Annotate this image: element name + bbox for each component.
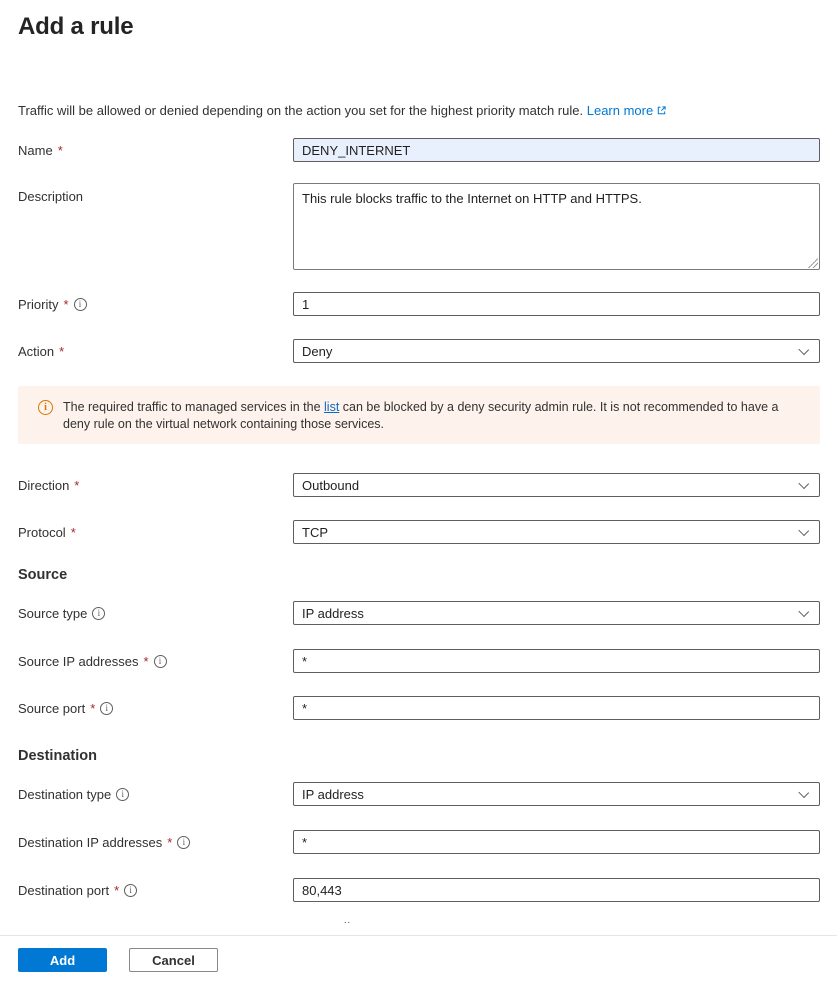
chevron-down-icon [798, 787, 809, 798]
name-label-text: Name [18, 142, 53, 158]
priority-label [18, 297, 293, 312]
protocol-select-value: TCP [302, 524, 328, 540]
field-row-priority [18, 292, 820, 316]
action-label-text: Action [18, 343, 55, 359]
source-ip-input[interactable] [293, 649, 820, 673]
priority-label-text: Priority [18, 296, 59, 312]
action-select-value: Deny [302, 343, 333, 359]
intro-text-body: Traffic will be allowed or denied depending on the action you set for the highest priority match rule. [18, 103, 584, 118]
destination-type-label-text: Destination type [18, 786, 112, 802]
footer-action-bar [0, 935, 837, 982]
destination-type-label [18, 787, 293, 802]
destination-type-select[interactable] [293, 782, 820, 806]
action-label [18, 344, 293, 359]
destination-ip-label [18, 835, 293, 850]
required-marker: * [167, 834, 173, 850]
protocol-select[interactable] [293, 520, 820, 544]
required-marker: * [59, 343, 65, 359]
banner-text-after: can be blocked by a deny security admin rule. It is not recommended to have a deny rule on the virtual network containing those services. [63, 400, 779, 431]
destination-port-label-text: Destination port [18, 882, 110, 898]
info-icon[interactable]: i [124, 884, 137, 897]
field-row-destination-type [18, 782, 820, 806]
required-marker: * [74, 477, 80, 493]
field-row-source-type [18, 601, 820, 625]
description-label-text: Description [18, 189, 84, 204]
page-title: Add a rule [18, 13, 134, 40]
destination-ip-input[interactable] [293, 830, 820, 854]
source-port-label [18, 701, 293, 716]
source-ip-label-text: Source IP addresses [18, 653, 139, 669]
direction-label-text: Direction [18, 477, 70, 493]
external-link-icon [656, 104, 667, 120]
description-label [18, 183, 293, 204]
direction-select-value: Outbound [302, 477, 360, 493]
add-button[interactable]: Add [18, 948, 107, 972]
protocol-label-text: Protocol [18, 524, 66, 540]
name-label [18, 143, 293, 158]
chevron-down-icon [798, 478, 809, 489]
destination-port-label [18, 883, 293, 898]
managed-services-list-link[interactable]: list [324, 400, 340, 414]
learn-more-link[interactable] [587, 103, 667, 118]
field-row-action [18, 339, 820, 363]
source-section-heading: Source [18, 567, 68, 583]
required-marker: * [143, 653, 149, 669]
field-row-direction [18, 473, 820, 497]
field-row-protocol [18, 520, 820, 544]
info-icon[interactable]: i [92, 607, 105, 620]
field-row-destination-ip [18, 830, 820, 854]
warning-banner [18, 386, 820, 444]
info-icon[interactable]: i [100, 702, 113, 715]
name-input[interactable] [293, 138, 820, 162]
field-row-description [18, 183, 820, 270]
warning-banner-text [63, 399, 796, 432]
required-marker: * [70, 524, 76, 540]
source-port-input[interactable] [293, 696, 820, 720]
clipped-content-dots: .. [344, 915, 352, 925]
intro-text [18, 103, 820, 120]
field-row-destination-port [18, 878, 820, 902]
destination-ip-label-text: Destination IP addresses [18, 834, 163, 850]
info-icon[interactable]: i [74, 298, 87, 311]
learn-more-label: Learn more [586, 103, 654, 118]
info-icon[interactable]: i [154, 655, 167, 668]
field-row-source-port [18, 696, 820, 720]
source-ip-label [18, 654, 293, 669]
direction-select[interactable] [293, 473, 820, 497]
info-icon[interactable]: i [177, 836, 190, 849]
destination-section-heading: Destination [18, 748, 97, 764]
required-marker: * [114, 882, 120, 898]
field-row-name [18, 138, 820, 162]
priority-input[interactable] [293, 292, 820, 316]
destination-port-input[interactable] [293, 878, 820, 902]
field-row-source-ip [18, 649, 820, 673]
source-type-select-value: IP address [302, 605, 364, 621]
action-select[interactable] [293, 339, 820, 363]
source-port-label-text: Source port [18, 700, 86, 716]
description-textarea[interactable] [293, 183, 820, 270]
chevron-down-icon [798, 525, 809, 536]
cancel-button[interactable]: Cancel [129, 948, 218, 972]
warning-info-icon: i [38, 400, 53, 415]
info-icon[interactable]: i [116, 788, 129, 801]
chevron-down-icon [798, 344, 809, 355]
chevron-down-icon [798, 606, 809, 617]
required-marker: * [63, 296, 69, 312]
source-type-label-text: Source type [18, 605, 88, 621]
required-marker: * [57, 142, 63, 158]
source-type-select[interactable] [293, 601, 820, 625]
destination-type-select-value: IP address [302, 786, 364, 802]
protocol-label [18, 525, 293, 540]
banner-text-before: The required traffic to managed services in the [63, 400, 325, 414]
source-type-label [18, 606, 293, 621]
direction-label [18, 478, 293, 493]
required-marker: * [90, 700, 96, 716]
add-rule-form [18, 138, 820, 902]
